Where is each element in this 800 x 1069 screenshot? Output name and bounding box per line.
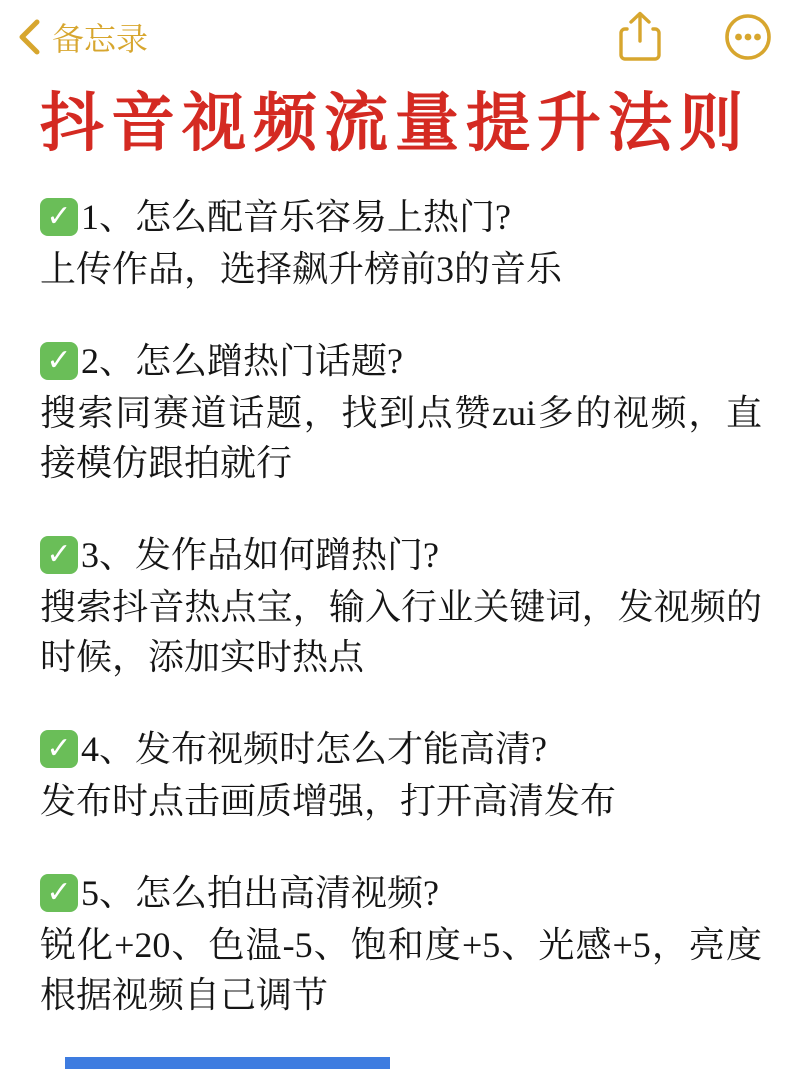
note-content[interactable]	[0, 190, 800, 1020]
question-number: 3、	[81, 535, 136, 575]
back-label: 备忘录	[52, 21, 149, 57]
question-line	[40, 334, 762, 388]
answer-text: 上传作品，选择飙升榜前3的音乐	[40, 249, 563, 289]
question-text: 发布视频时怎么才能高清?	[135, 729, 547, 769]
question-text: 怎么拍出高清视频?	[135, 873, 439, 913]
question-text: 发作品如何蹭热门?	[135, 535, 439, 575]
check-icon: ✓	[40, 536, 78, 574]
question-line	[40, 528, 762, 582]
bottom-partial-bar	[65, 1057, 390, 1069]
qa-section-3	[40, 528, 762, 682]
qa-section-4	[40, 722, 762, 826]
question-text: 怎么配音乐容易上热门?	[135, 197, 511, 237]
question-number: 4、	[81, 729, 136, 769]
answer-text: 锐化+20、色温-5、饱和度+5、光感+5，亮度根据视频自己调节	[40, 925, 762, 1015]
question-line	[40, 722, 762, 776]
top-navbar	[0, 0, 800, 64]
share-icon[interactable]	[618, 11, 662, 63]
more-ellipsis-icon[interactable]	[724, 13, 772, 61]
answer-text: 发布时点击画质增强，打开高清发布	[40, 781, 617, 821]
qa-section-5	[40, 866, 762, 1020]
navbar-actions	[618, 11, 772, 63]
check-icon: ✓	[40, 198, 78, 236]
check-icon: ✓	[40, 874, 78, 912]
back-button[interactable]	[18, 14, 148, 60]
back-chevron-icon	[18, 18, 42, 56]
page-title: 抖音视频流量提升法则	[40, 87, 750, 159]
question-number: 2、	[81, 341, 136, 381]
qa-section-2	[40, 334, 762, 488]
question-line	[40, 866, 762, 920]
check-icon: ✓	[40, 342, 78, 380]
question-number: 1、	[81, 197, 136, 237]
qa-section-1	[40, 190, 762, 294]
question-line	[40, 190, 762, 244]
answer-text: 搜索抖音热点宝，输入行业关键词，发视频的时候，添加实时热点	[40, 587, 762, 677]
answer-text: 搜索同赛道话题，找到点赞zui多的视频，直接模仿跟拍就行	[40, 393, 762, 483]
check-icon: ✓	[40, 730, 78, 768]
question-number: 5、	[81, 873, 136, 913]
question-text: 怎么蹭热门话题?	[135, 341, 403, 381]
